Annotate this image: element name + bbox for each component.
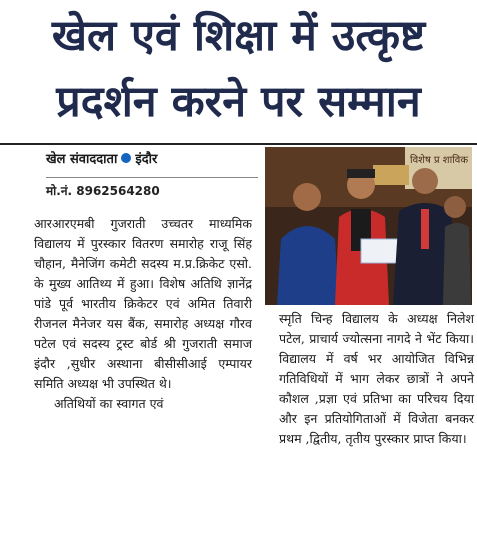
- article-paragraph: स्मृति चिन्ह विद्यालय के अध्यक्ष निलेश पटेल, प्राचार्य ज्योत्सना नागदे ने भेंट किया। विद्यालय में वर्ष भर आयोजित विभिन्न गतिविधियों में भाग लेकर छात्रों ने अपने कौशल ,प्रज्ञा एवं प्रतिभा का परिचय दिया और इन प्रतियोगिताओं में विजेता बनकर प्रथम ,द्वितीय, तृतीय पुरस्कार प्राप्त किया।: [279, 311, 474, 446]
- mobile-number: मो.नं. 8962564280: [46, 177, 258, 200]
- headline-line-2: प्रदर्शन करने पर सम्मान: [56, 77, 421, 127]
- article-column-2: [279, 309, 474, 449]
- headline-rule: [0, 143, 477, 145]
- byline-row: [46, 147, 258, 169]
- news-photo: [265, 147, 472, 305]
- headline-line-1: खेल एवं शिक्षा में उत्कृष्ट: [51, 11, 426, 61]
- photo-banner-text: विशेष प्र शाविक: [410, 155, 468, 166]
- article-paragraph: आरआरएमबी गुजराती उच्चतर माध्यमिक विद्यालय में पुरस्कार वितरण समारोह राजू सिंह चौहान, मैनेजिंग कमेटी सदस्य म.प्र.क्रिकेट एसो. के मुख्य आतिथ्य में हुआ। विशेष अतिथि ज्ञानेंद्र पांडे पूर्व भारतीय क्रिकेटर एवं अमित तिवारी रीजनल मैनेजर यस बैंक, समारोह अध्यक्ष गौरव पटेल एवं सदस्य ट्रस्ट बोर्ड श्री गुजराती समाज इंदौर ,सुधीर अस्थाना बीसीसीआई एम्पायर समिति अध्यक्ष भी उपस्थित थे।: [34, 216, 252, 391]
- reporter-city: इंदौर: [135, 152, 158, 167]
- article-column-1: [34, 214, 252, 414]
- article-paragraph: अतिथियों का स्वागत एवं: [54, 396, 164, 411]
- bullet-dot-icon: [121, 153, 131, 163]
- reporter-name: खेल संवाददाता: [46, 152, 118, 167]
- byline: [46, 147, 258, 200]
- award-ceremony-photo-illustration: [265, 147, 472, 305]
